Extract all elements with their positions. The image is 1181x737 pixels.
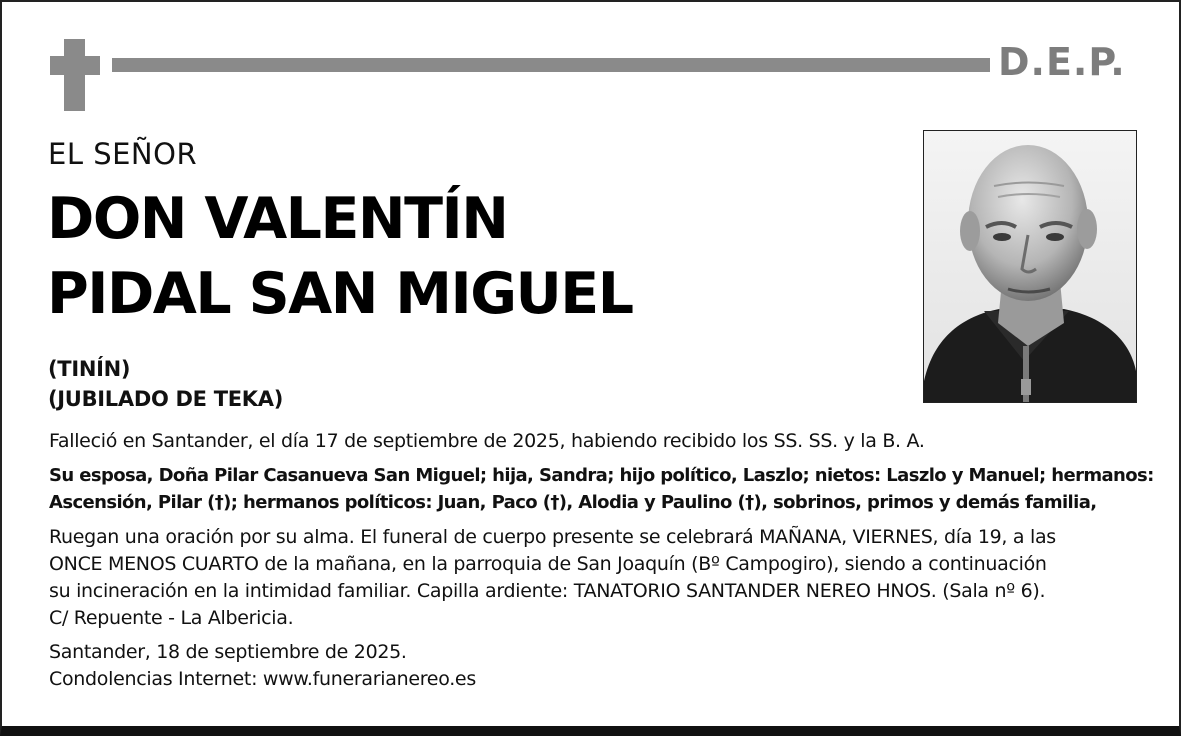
portrait-photo: [923, 130, 1137, 403]
death-notice: Falleció en Santander, el día 17 de septiembre de 2025, habiendo recibido los SS. SS. y la B. A.: [49, 430, 925, 452]
ceremony-details: [49, 524, 1149, 632]
ceremony-line-2: ONCE MENOS CUARTO de la mañana, en la parroquia de San Joaquín (Bº Campogiro), siendo a continuación: [49, 553, 1047, 575]
ceremony-line-3: su incineración en la intimidad familiar. Capilla ardiente: TANATORIO SANTANDER NEREO HNOS. (Sala nº 6).: [49, 580, 1046, 602]
closing: [49, 639, 1149, 693]
nickname: (TINÍN): [48, 357, 131, 381]
ceremony-line-4: C/ Repuente - La Albericia.: [49, 607, 294, 629]
deceased-name: [47, 182, 887, 332]
dep-label: D.E.P.: [998, 40, 1126, 84]
ceremony-line-1: Ruegan una oración por su alma. El funeral de cuerpo presente se celebrará MAÑANA, VIERNES, día 19, a las: [49, 526, 1056, 548]
occupation: (JUBILADO DE TEKA): [48, 387, 283, 411]
family-line-1: Su esposa, Doña Pilar Casanueva San Miguel; hija, Sandra; hijo político, Laszlo; nietos: Laszlo y Manuel; hermanos:: [49, 465, 1154, 486]
header-rule: [112, 58, 990, 72]
honorific: EL SEÑOR: [48, 137, 198, 171]
deceased-name-line-1: DON VALENTÍN: [47, 186, 508, 252]
condolences-line: Condolencias Internet: www.funerarianereo.es: [49, 668, 476, 690]
deceased-name-line-2: PIDAL SAN MIGUEL: [47, 261, 633, 327]
cross-icon: [50, 39, 100, 111]
family-list: [49, 462, 1154, 516]
closing-date: Santander, 18 de septiembre de 2025.: [49, 641, 407, 663]
family-line-2: Ascensión, Pilar (†); hermanos políticos: Juan, Paco (†), Alodia y Paulino (†), sobrinos, primos y demás familia,: [49, 492, 1097, 513]
subtitle: [48, 354, 283, 414]
